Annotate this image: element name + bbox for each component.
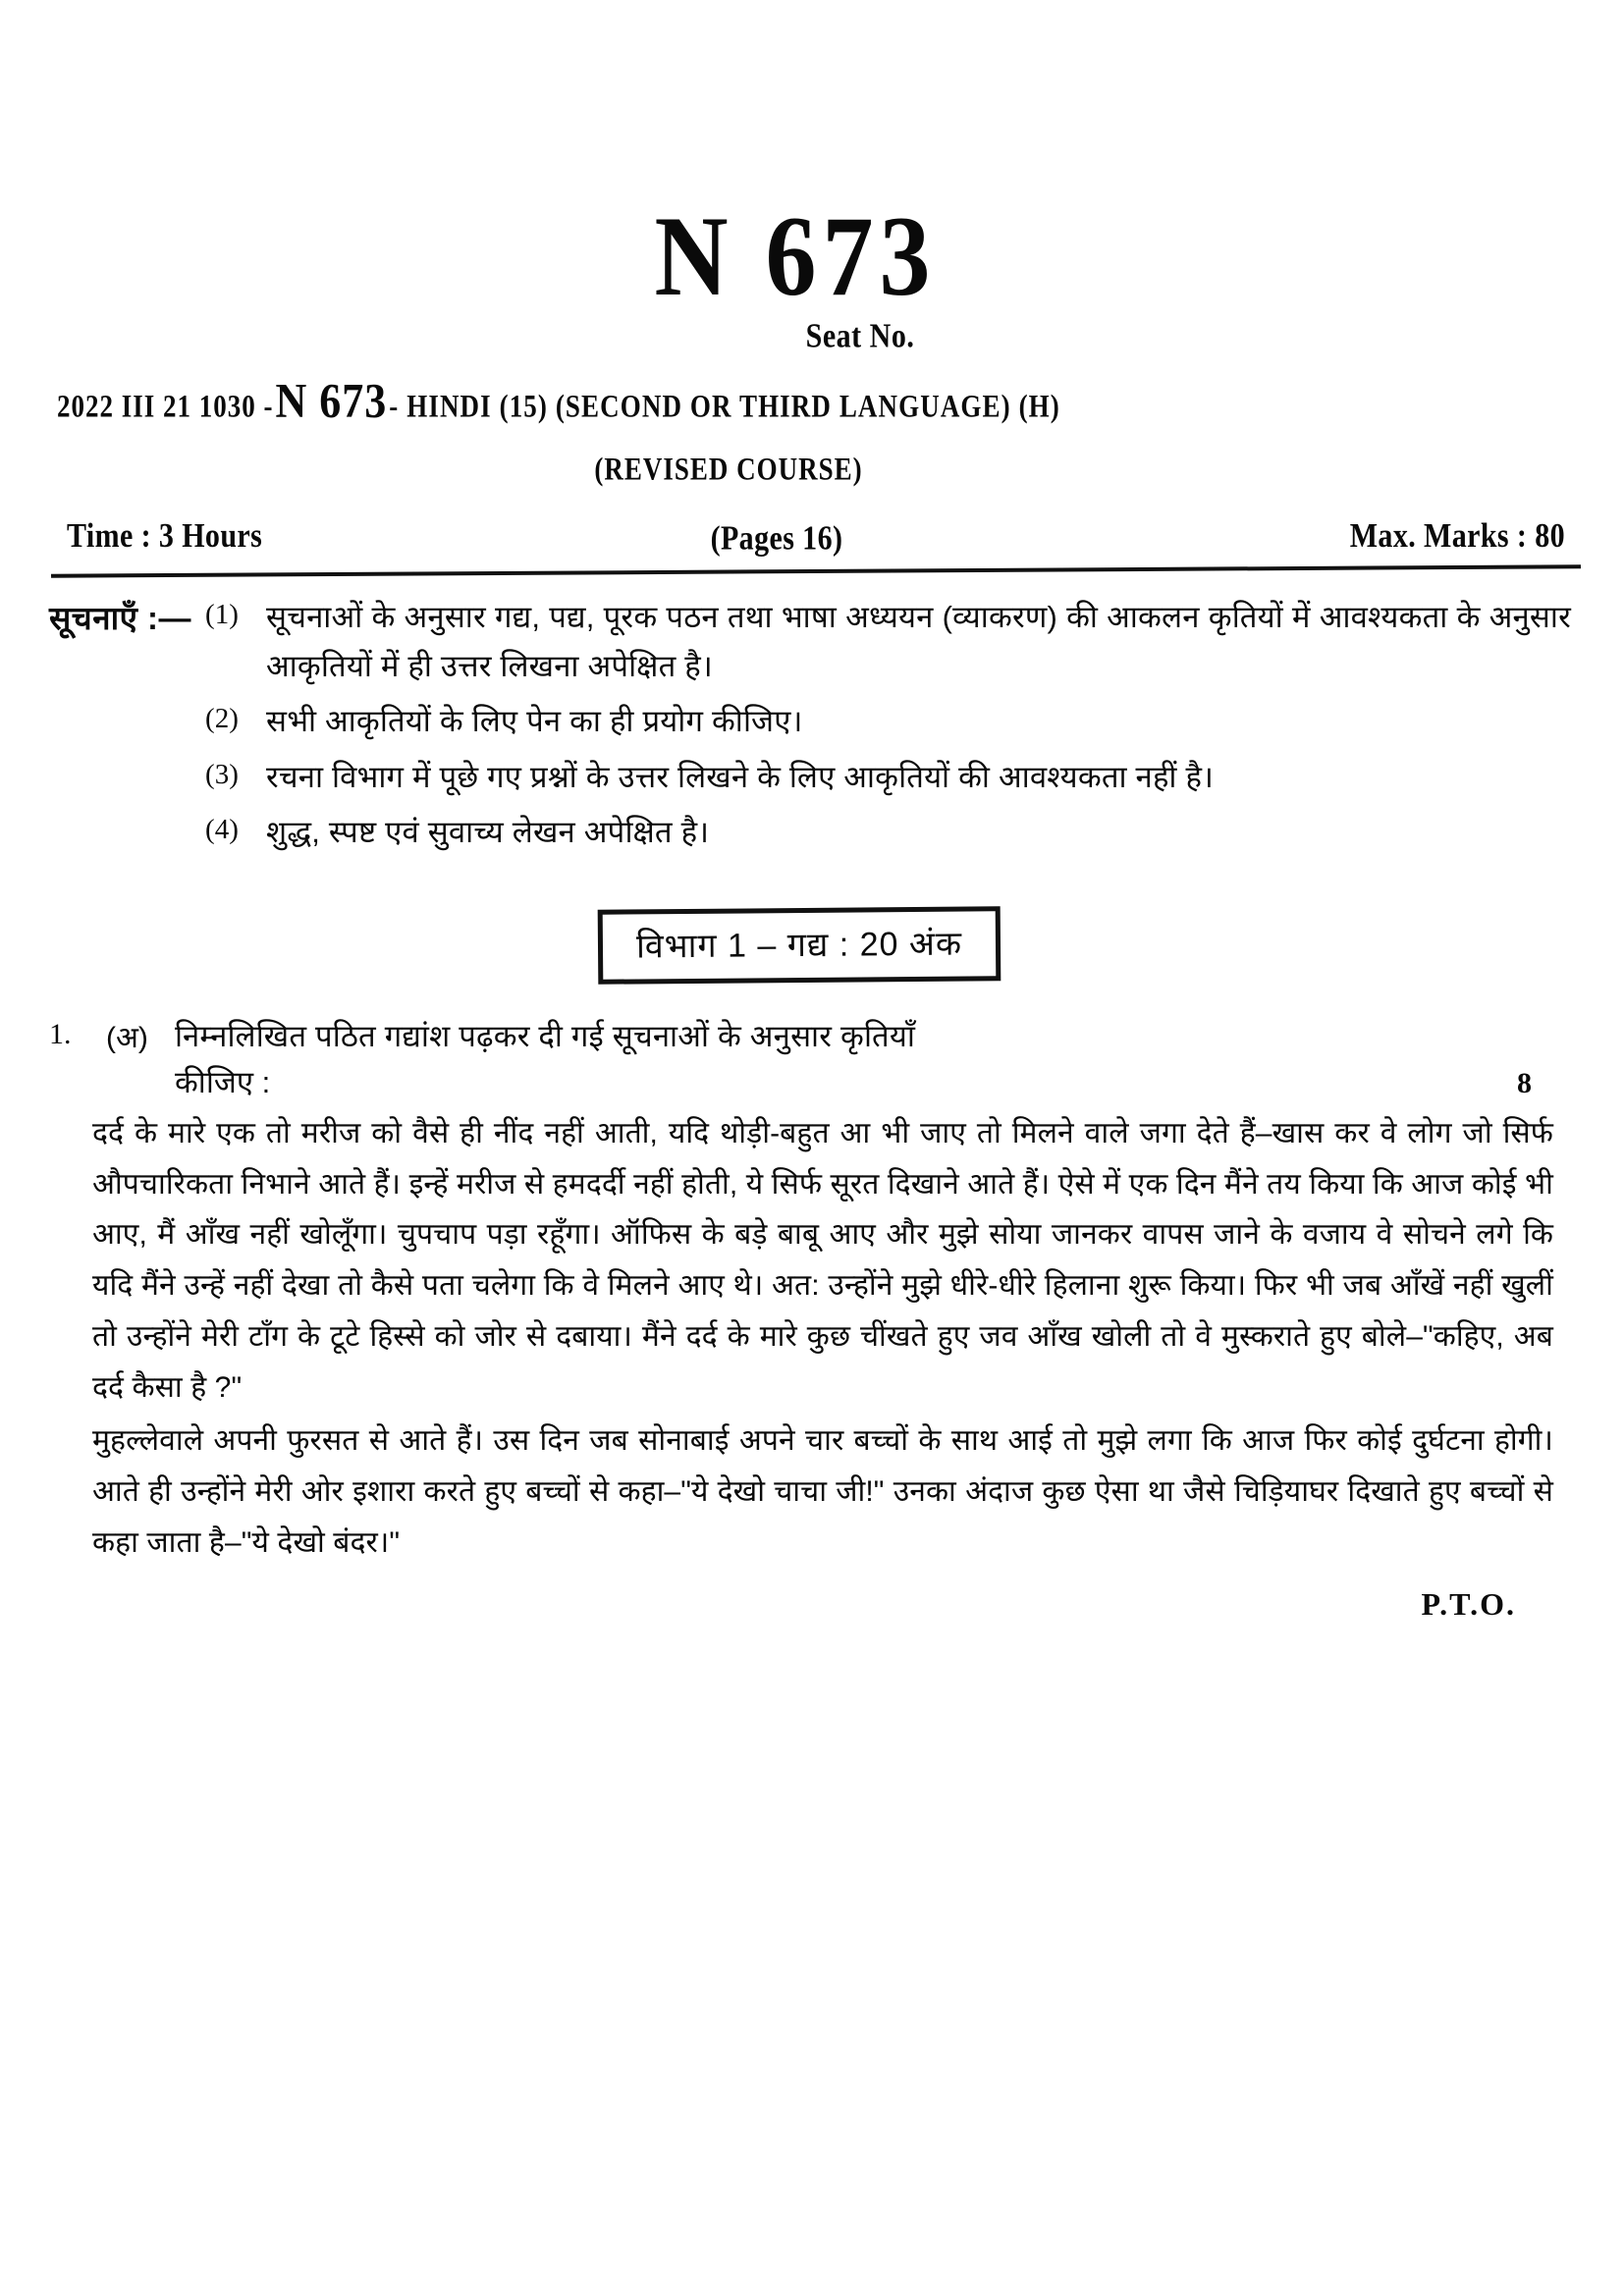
instruction-item — [205, 808, 1571, 857]
question-marks: 8 — [1517, 1066, 1532, 1099]
instruction-text: शुद्ध, स्पष्ट एवं सुवाच्य लेखन अपेक्षित है। — [266, 814, 710, 849]
section-heading-wrapper — [0, 908, 1624, 983]
question-number: 1. — [49, 1018, 72, 1051]
question-stem: निम्नलिखित पठित गद्यांश पढ़कर दी गई सूचनाओं के अनुसार कृतियाँ — [175, 1019, 916, 1054]
max-marks-label: Max. Marks : 80 — [1349, 516, 1565, 555]
question-block — [0, 1012, 1624, 1623]
instruction-number: (2) — [205, 703, 239, 735]
instruction-item — [205, 697, 1571, 746]
exam-meta-row — [0, 516, 1624, 558]
instruction-text: सभी आकृतियों के लिए पेन का ही प्रयोग कीजिए। — [266, 704, 803, 739]
instructions-label: सूचनाएँ :— — [49, 600, 192, 636]
instruction-number: (1) — [205, 599, 239, 630]
header-divider — [51, 564, 1581, 578]
instruction-text: रचना विभाग में पूछे गए प्रश्नों के उत्तर लिखने के लिए आकृतियों की आवश्यकता नहीं है। — [266, 759, 1215, 794]
seat-no-row — [0, 317, 1624, 355]
section-heading-box: विभाग 1 – गद्य : 20 अंक — [598, 906, 1001, 985]
revised-course-label: (REVISED COURSE) — [594, 451, 863, 487]
exam-identification-line — [0, 374, 1624, 429]
time-label: Time : 3 Hours — [67, 516, 263, 555]
passage-paragraph: दर्द के मारे एक तो मरीज को वैसे ही नींद नहीं आती, यदि थोड़ी-बहुत आ भी जाए तो मिलने वाले जगा देते हैं–खास कर वे लोग जो सिर्फ औपचारिकता निभाने आते हैं। इन्हें मरीज से हमदर्दी नहीं होती, ये सिर्फ सूरत दिखाने आते हैं। ऐसे में एक दिन मैंने तय किया कि आज कोई भी आए, मैं आँख नहीं खोलूँगा। चुपचाप पड़ा रहूँगा। ऑफिस के बड़े बाबू आए और मुझे सोया जानकर वापस जाने के वजाय वे सोचने लगे कि यदि मैंने उन्हें नहीं देखा तो कैसे पता चलेगा कि वे मिलने आए थे। अत: उन्होंने मुझे धीरे-धीरे हिलाना शुरू किया। फिर भी जब आँखें नहीं खुलीं तो उन्होंने मेरी टाँग के टूटे हिस्से को जोर से दबाया। मैंने दर्द के मारे कुछ चींखते हुए जव आँख खोली तो वे मुस्कराते हुए बोले–"कहिए, अब दर्द कैसा है ?" — [92, 1116, 1553, 1405]
exam-subject-title: - HINDI (15) (SECOND OR THIRD LANGUAGE) (H) — [389, 388, 1060, 424]
seat-no-label: Seat No. — [805, 317, 915, 355]
exam-paper-code: N 673 — [275, 374, 388, 428]
paper-code-heading: N 673 — [654, 193, 937, 320]
passage-paragraph: मुहल्लेवाले अपनी फुरसत से आते हैं। उस दिन जब सोनाबाई अपने चार बच्चों के साथ आई तो मुझे लगा कि आज फिर कोई दुर्घटना होगी। आते ही उन्होंने मेरी ओर इशारा करते हुए बच्चों से कहा–"ये देखो चाचा जी!" उनका अंदाज कुछ ऐसा था जैसे चिड़ियाघर दिखाते हुए बच्चों से कहा जाता है–"ये देखो बंदर।" — [92, 1424, 1553, 1559]
question-sub-label: (अ) — [106, 1022, 148, 1055]
instruction-number: (3) — [205, 758, 239, 790]
instruction-item — [205, 593, 1571, 691]
question-stem-end: कीजिए : — [175, 1064, 271, 1099]
instruction-text: सूचनाओं के अनुसार गद्य, पद्य, पूरक पठन तथा भाषा अध्ययन (व्याकरण) की आकलन कृतियों में आवश्यकता के अनुसार आकृतियों में ही उत्तर लिखना अपेक्षित है। — [266, 600, 1571, 684]
instructions-list — [191, 593, 1571, 863]
reading-passage — [49, 1108, 1571, 1569]
exam-meta-code: 2022 III 21 1030 - — [57, 388, 274, 424]
instruction-number: (4) — [205, 813, 239, 845]
instructions-block — [0, 593, 1624, 863]
instruction-item — [205, 753, 1571, 802]
pages-label: (Pages 16) — [710, 519, 843, 558]
page-turn-label: P.T.O. — [1421, 1585, 1516, 1622]
